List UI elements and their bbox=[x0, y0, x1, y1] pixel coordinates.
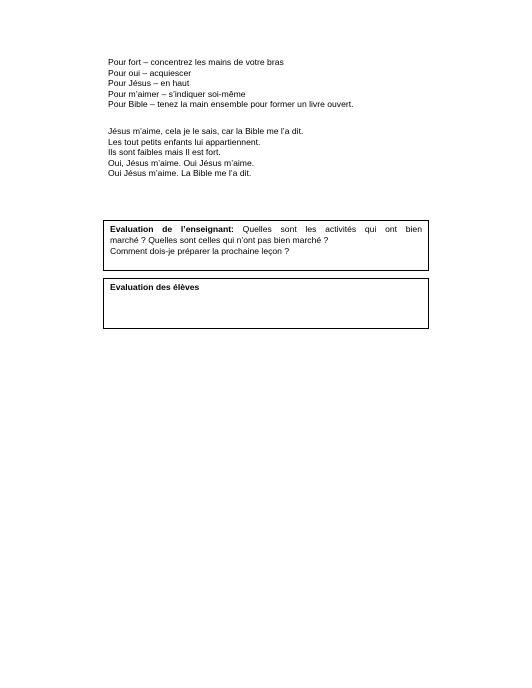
teacher-evaluation-heading: Evaluation de l’enseignant: bbox=[110, 224, 234, 234]
lyric-line: Jésus m’aime, cela je le sais, car la Bible me l’a dit. bbox=[108, 126, 304, 136]
instruction-line: Pour fort – concentrez les mains de votre bras bbox=[108, 57, 284, 67]
instruction-line: Pour m’aimer – s’indiquer soi-même bbox=[108, 88, 246, 99]
student-evaluation-box bbox=[103, 278, 429, 329]
instruction-line: Pour Bible – tenez la main ensemble pour former un livre ouvert. bbox=[108, 99, 354, 110]
instruction-line: Pour Jésus – en haut bbox=[108, 78, 190, 89]
student-evaluation-heading: Evaluation des élèves bbox=[110, 282, 200, 292]
lyric-line: Les tout petits enfants lui appartiennent. bbox=[108, 136, 261, 147]
teacher-evaluation-line2: marché ? Quelles sont celles qui n’ont pas bien marché ? bbox=[110, 234, 329, 245]
lyric-line: Oui Jésus m’aime. La Bible me l’a dit. bbox=[108, 168, 252, 179]
teacher-evaluation-question: Quelles sont les activités qui ont bien bbox=[233, 224, 422, 234]
gesture-instructions bbox=[108, 57, 438, 110]
teacher-evaluation-line1 bbox=[110, 224, 422, 235]
song-lyrics bbox=[108, 126, 438, 179]
lyric-line: Ils sont faibles mais Il est fort. bbox=[108, 147, 221, 158]
lyric-line: Oui, Jésus m’aime. Oui Jésus m’aime. bbox=[108, 157, 255, 168]
teacher-evaluation-line3: Comment dois-je préparer la prochaine leçon ? bbox=[110, 245, 290, 256]
teacher-evaluation-box bbox=[103, 220, 429, 271]
instruction-line: Pour oui – acquiescer bbox=[108, 67, 192, 78]
